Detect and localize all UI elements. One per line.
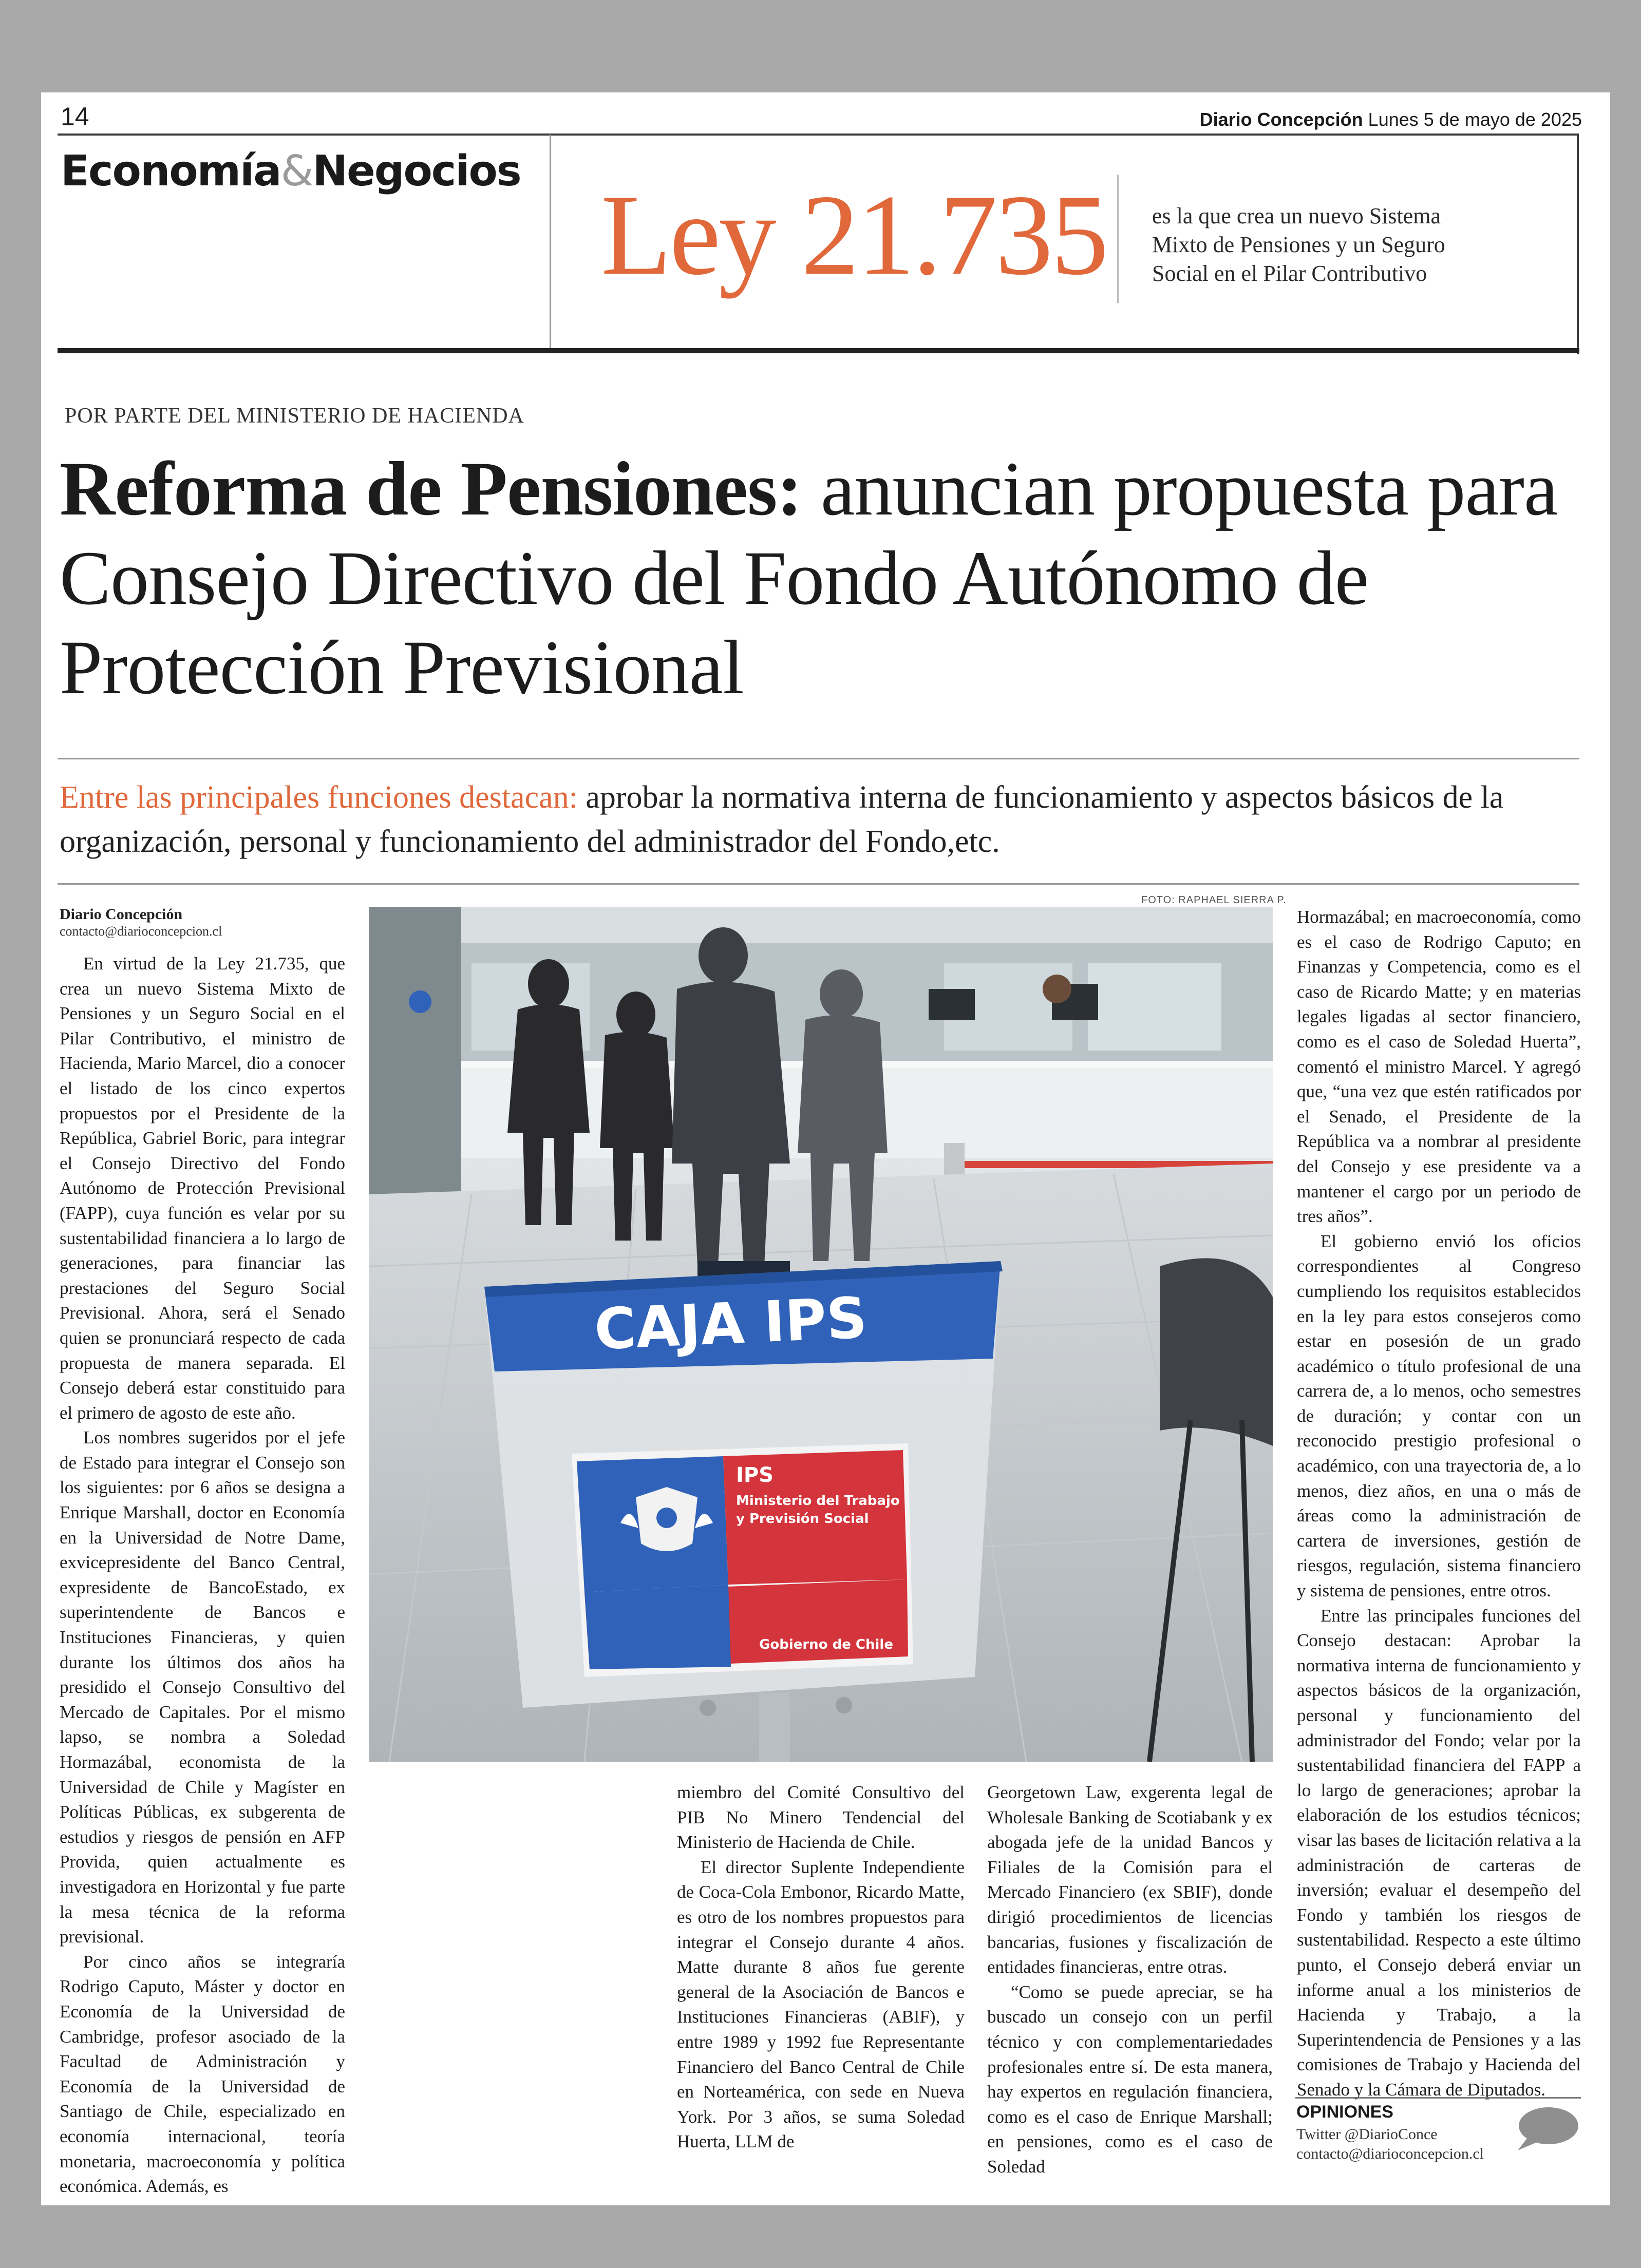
photo-credit: FOTO: RAPHAEL SIERRA P.	[1141, 894, 1287, 906]
paragraph: Entre las principales funciones del Consejo destacan: Aprobar la normativa interna de funcionamiento y aspectos básicos de la organización, personal y funcionamiento del administrador del Fondo; velar por la sustentabilidad financiera del FAPP a lo largo de generaciones; aprobar la elaboración de los estudios técnicos; visar las bases de licitación relativa a la administración de carteras de inversión; evaluar el desempeño del Fondo y también los riesgos de sustentabilidad. Respecto a este último punto, el Consejo deberá enviar un informe anual a los ministerios de Hacienda y Trabajo, a la Superintendencia de Pensiones y a las comisiones de Trabajo y Hacienda del Senado y la Cámara de Diputados.	[1297, 1605, 1581, 2100]
article-column-2	[677, 1780, 965, 2155]
deck-text: aprobar la normativa interna de funcionamiento y aspectos básicos de la organización, personal y funcionamiento del administrador del Fondo,etc.	[60, 780, 1504, 859]
opinions-twitter[interactable]: Twitter @DiarioConce	[1296, 2126, 1438, 2143]
article-column-3	[987, 1780, 1273, 2180]
opinions-rule	[1295, 2097, 1581, 2099]
article-photo	[369, 907, 1273, 1762]
paragraph: El director Suplente Independiente de Coca-Cola Embonor, Ricardo Matte, es otro de los nombres propuestos para integrar el Consejo durante 4 años. Matte durante 8 años fue gerente general de la Asociación de Bancos e Instituciones Financieras (ABIF), y entre 1989 y 1992 fue Representante Financiero del Banco Central de Chile en Norteamérica, con sede en Nueva York. Por 3 años, se suma Soledad Huerta, LLM de	[677, 1857, 965, 2152]
header-divider	[550, 135, 551, 350]
law-number: Ley 21.735	[601, 170, 1107, 299]
page-number: 14	[61, 102, 89, 131]
deck-highlight: Entre las principales funciones destacan:	[60, 780, 578, 815]
law-description-line: Mixto de Pensiones y un Seguro	[1152, 232, 1445, 257]
sign-gobierno: Gobierno de Chile	[759, 1637, 893, 1652]
header-frame-right	[1577, 134, 1579, 354]
publication-name: Diario Concepción	[1199, 109, 1363, 130]
opinions-title: OPINIONES	[1296, 2102, 1393, 2122]
opinions-email[interactable]: contacto@diarioconcepcion.cl	[1296, 2145, 1484, 2162]
paragraph: miembro del Comité Consultivo del PIB No Minero Tendencial del Ministerio de Hacienda de Chile.	[677, 1782, 965, 1853]
article-kicker: POR PARTE DEL MINISTERIO DE HACIENDA	[65, 404, 524, 428]
section-ampersand: &	[280, 147, 313, 196]
byline-email: contacto@diarioconcepcion.cl	[60, 924, 222, 939]
paragraph: Georgetown Law, exgerenta legal de Wholesale Banking de Scotiabank y ex abogada jefe de la unidad Bancos y Filiales de la Comisión para el Mercado Financiero (ex SBIF), donde dirigió procedimientos de licencias bancarias, fusiones y fiscalización de entidades financieras, entre otras.	[987, 1782, 1273, 1977]
dateline	[1200, 109, 1582, 130]
sign-ministry-1: Ministerio del Trabajo	[736, 1493, 900, 1509]
article-column-4	[1297, 905, 1581, 2103]
sign-ministry-2: y Previsión Social	[736, 1511, 869, 1527]
section-word-economia: Economía	[61, 147, 281, 196]
section-title	[61, 147, 521, 196]
sign-ips: IPS	[736, 1463, 774, 1487]
paragraph: Por cinco años se integraría Rodrigo Caputo, Máster y doctor en Economía de la Universidad de Cambridge, profesor asociado de la Facultad de Administración y Economía de la Universidad de Santiago de Chile, especializado en economía internacional, teoría monetaria, macroeconomía y política económica. Además, es	[60, 1951, 345, 2197]
header-frame-top	[58, 134, 1578, 136]
law-divider	[1117, 175, 1119, 303]
paragraph: En virtud de la Ley 21.735, que crea un nuevo Sistema Mixto de Pensiones y un Seguro Social en el Pilar Contributivo, el ministro de Hacienda, Mario Marcel, dio a conocer el listado de los cinco expertos propuestos por el Presidente de la República, Gabriel Boric, para integrar el Consejo Directivo del Fondo Autónomo de Protección Previsional (FAPP), cuya función es velar por su sustentabilidad financiera a lo largo de generaciones, para financiar las prestaciones del Seguro Social Previsional. Ahora, será el Senado quien se pronunciará respecto de cada propuesta de manera separada. El Consejo deberá estar constituido para el primero de agosto de este año.	[60, 954, 345, 1423]
law-description-line: Social en el Pilar Contributivo	[1152, 261, 1427, 286]
paragraph: Los nombres sugeridos por el jefe de Estado para integrar el Consejo son los siguientes: por 6 años se designa a Enrique Marshall, doctor en Economía en la Universidad de Notre Dame, exvicepresidente del Banco Central, expresidente de BancoEstado, ex superintendente de Bancos e Instituciones Financieras, y quien durante los últimos dos años ha presidido el Consejo Consultivo del Mercado de Capitales. Por el mismo lapso, se nombra a Soledad Hormazábal, economista de la Universidad de Chile y Magíster en Políticas Públicas, ex subgerenta de estudios y riesgos de pensión en AFP Provida, quien actualmente es investigadora en Horizontal y fue parte la mesa técnica de la reforma previsional.	[60, 1427, 345, 1947]
deck-rule-top	[58, 758, 1579, 759]
byline-name: Diario Concepción	[60, 906, 183, 923]
paragraph: Hormazábal; en macroeconomía, como es el caso de Rodrigo Caputo; en Finanzas y Competencia, como es el caso de Ricardo Matte; y en materias legales ligadas al sector financiero, como es el caso de Soledad Huerta”, comentó el ministro Marcel. Y agregó que, “una vez que estén ratificados por el Senado, el Presidente de la República va a nombrar al presidente del Consejo y ese presidente va a mantener el cargo por un periodo de tres años”.	[1297, 907, 1581, 1227]
paragraph: “Como se puede apreciar, se ha buscado un consejo con un perfil técnico y con complementariedades profesionales entre sí. De esta manera, hay expertos en regulación financiera, como es el caso de Enrique Marshall; en pensiones, como es el caso de Soledad	[987, 1981, 1273, 2177]
article-column-1	[60, 951, 345, 2199]
law-description	[1152, 202, 1445, 288]
article-headline	[60, 444, 1580, 712]
law-description-line: es la que crea un nuevo Sistema	[1152, 203, 1441, 228]
speech-bubble-icon	[1513, 2105, 1579, 2151]
header-band	[58, 348, 1579, 353]
headline-bold: Reforma de Pensiones:	[60, 446, 802, 531]
paragraph: El gobierno envió los oficios correspondientes al Congreso cumpliendo los requisitos establecidos en la ley para estos consejeros como estar en posesión de un grado académico o título profesional de una carrera de, a lo menos, ocho semestres de duración; y contar con un reconocido prestigio profesional o académico, con una trayectoria de, a lo menos, diez años, en una o más de áreas como la administración de cartera de inversiones, gestión de riesgos, regulación, sistema financiero y sistema de pensiones, entre otros.	[1297, 1231, 1581, 1601]
headline-rest: anuncian propuesta para Consejo Directivo del Fondo Autónomo de Protección Previsional	[60, 446, 1558, 710]
deck-rule-bottom	[58, 883, 1579, 885]
publication-date: Lunes 5 de mayo de 2025	[1368, 109, 1582, 130]
sign-caja-ips: CAJA IPS	[593, 1285, 869, 1363]
section-word-negocios: Negocios	[312, 147, 521, 196]
article-deck	[60, 775, 1580, 864]
photo-illustration	[369, 907, 1273, 1762]
